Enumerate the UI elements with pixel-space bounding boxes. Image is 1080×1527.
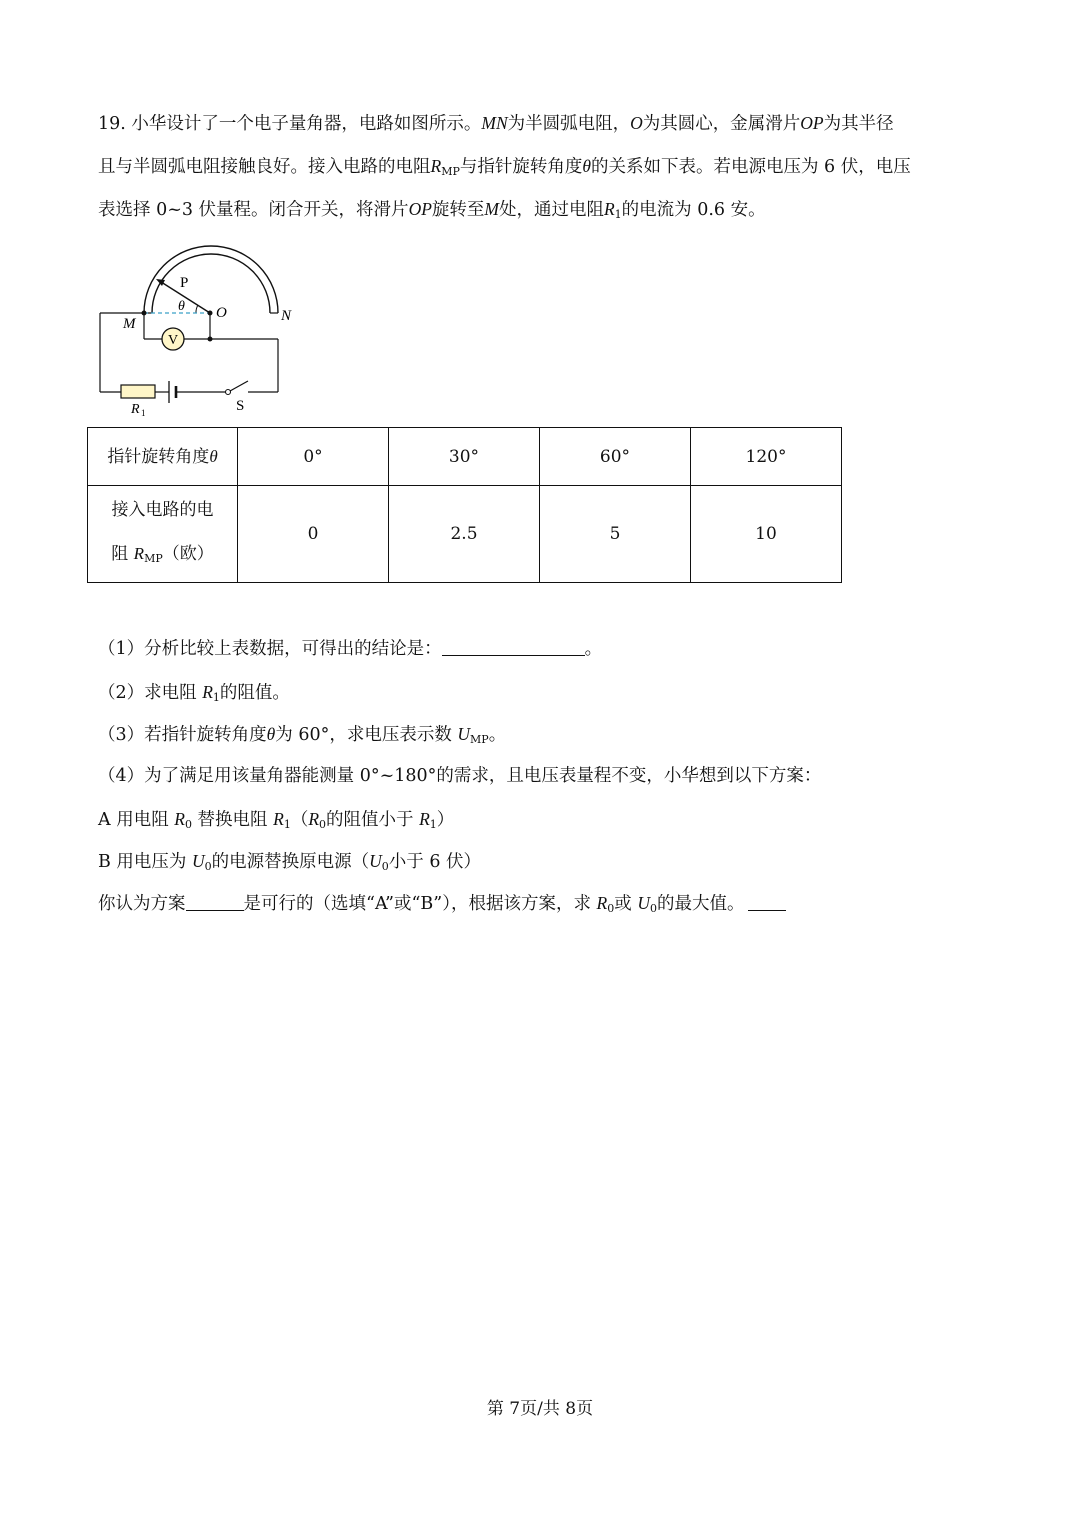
table-cell: 0 [238,486,389,583]
part-1: （1）分析比较上表数据，可得出的结论是： 。 [98,639,603,659]
part-4: （4）为了满足用该量角器能测量 0°~180°的需求，且电压表量程不变，小华想到以下方案： [98,766,822,786]
label-r1-sub: 1 [141,408,146,418]
page-footer: 第 7页/共 8页 [486,1399,594,1419]
table-cell: 2.5 [389,486,540,583]
part-3: （3）若指针旋转角度θ为 60°，求电压表示数 $U_{MP}$。 [98,724,507,746]
part-5: 你认为方案 是可行的（选填“A”或“B”），根据该方案，求 $R_0$或 $U_0$的最大值。 [98,895,786,914]
answer-blank-1[interactable] [442,641,585,656]
pointer-arrowhead-icon [156,279,165,286]
table-cell: 60° [540,428,691,486]
table-cell: 10 [691,486,842,583]
table-cell: 0° [238,428,389,486]
label-o: O [216,305,227,321]
option-b: B 用电压为 $U_0$的电源替换原电源（$U_0$小于 6 伏） [98,851,482,873]
answer-blank-choice[interactable] [186,896,244,911]
question-line-1: 19. 小华设计了一个电子量角器，电路如图所示。MN为半圆弧电阻，O为其圆心，金属滑片OP为其半径 [98,113,894,134]
label-theta: θ [178,299,185,314]
option-a: A 用电阻 $R_0$ 替换电阻 $R_1(R_0$的阻值小于 $R_1$） [98,809,455,831]
part-2: （2）求电阻 $R_1$的阻值。 [98,682,290,704]
answer-blank-max[interactable] [748,896,786,911]
label-s: S [236,398,245,414]
voltmeter-label: V [167,333,179,348]
resistor-r1-icon [121,385,155,398]
label-n: N [281,308,292,324]
switch-icon [226,390,231,395]
table-cell: 5 [540,486,691,583]
arc-resistor-inner [152,254,270,313]
table-header-angle: 指针旋转角度θ [88,428,238,486]
label-r1: R [131,402,140,417]
table-cell: 120° [691,428,842,486]
question-line-3: 表选择 0~3 伏量程。闭合开关，将滑片OP旋转至M处，通过电阻$R_1$的电流为 0.6 安。 [98,199,766,221]
label-m: M [123,316,136,332]
table-header-resistance: 接入电路的电 阻 $R_{MP}$（欧） [88,486,238,583]
node-o [208,311,213,316]
table-row-resistance [88,486,842,583]
question-line-2: 且与半圆弧电阻接触良好。接入电路的电阻$R_{MP}$与指针旋转角度θ的关系如下表。若电源电压为 6 伏，电压 [98,156,911,178]
circuit-diagram [88,236,318,421]
table-row-angle [88,428,842,486]
label-p: P [180,275,189,291]
table-cell: 30° [389,428,540,486]
node-junction [208,337,213,342]
arc-resistor-outer [144,246,278,313]
data-table [87,427,842,583]
